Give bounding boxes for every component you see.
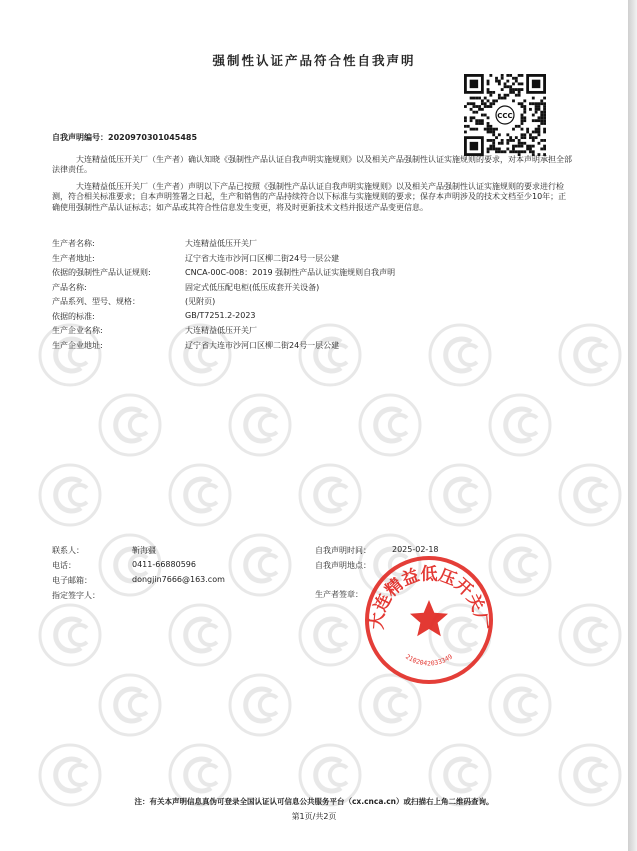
ccc-watermark-icon — [427, 322, 493, 388]
contact-value: 靳海疆 — [132, 546, 156, 555]
ccc-watermark-icon — [487, 392, 553, 458]
ccc-watermark-icon — [357, 392, 423, 458]
declaration-number-label: 自我声明编号： — [52, 133, 108, 142]
declaration-number-value: 2020970301045485 — [108, 133, 198, 142]
page-shadow — [628, 0, 637, 851]
ccc-watermark-icon — [37, 602, 103, 668]
seal-company-text: 大连精益低压开关厂 — [367, 564, 491, 631]
page-title: 强制性认证产品符合性自我声明 — [212, 53, 416, 68]
email-label: 电子邮箱： — [52, 576, 92, 585]
declaration-number — [52, 132, 197, 143]
email-value[interactable]: dongjin7666@163.com — [132, 575, 225, 584]
producer-address-label: 生产者地址: — [52, 254, 95, 263]
ccc-watermark-icon — [297, 602, 363, 668]
standard-label: 依据的标准: — [52, 312, 95, 321]
ccc-watermark-icon — [97, 672, 163, 738]
ccc-watermark-icon — [37, 462, 103, 528]
product-series-label: 产品系列、型号、规格： — [52, 297, 140, 306]
ccc-watermark-icon — [487, 672, 553, 738]
declaration-place-label: 自我声明地点： — [315, 561, 371, 570]
manufacturer-address-value: 辽宁省大连市沙河口区柳二街24号一层公建 — [185, 341, 340, 350]
producer-address-value: 辽宁省大连市沙河口区柳二街24号一层公建 — [185, 254, 340, 263]
paragraph-acknowledgement: 大连精益低压开关厂（生产者）确认知晓《强制性产品认证自我声明实施规则》以及相关产品强制性认证实施规则的要求，对本声明承担全部法律责任。 — [52, 155, 572, 175]
ccc-watermark-icon — [167, 602, 233, 668]
certification-rule-label: 依据的强制性产品认证规则: — [52, 268, 151, 277]
qr-code-icon[interactable] — [464, 74, 546, 156]
ccc-watermark-icon — [297, 462, 363, 528]
standard-value: GB/T7251.2-2023 — [185, 311, 256, 320]
ccc-watermark-icon — [227, 532, 293, 598]
footer-note: 注：有关本声明信息真伪可登录全国认证认可信息公共服务平台（cx.cnca.cn）或扫描右上角二维码查询。 — [134, 797, 494, 806]
producer-name-value: 大连精益低压开关厂 — [185, 239, 257, 248]
company-seal-stamp — [362, 553, 496, 687]
ccc-watermark-icon — [227, 392, 293, 458]
contact-label: 联系人： — [52, 546, 84, 555]
producer-seal-label: 生产者签章： — [315, 590, 363, 599]
product-name-value: 固定式低压配电柜(低压成套开关设备) — [185, 283, 320, 292]
product-name-label: 产品名称: — [52, 283, 87, 292]
phone-value: 0411-66880596 — [132, 560, 196, 569]
declaration-date-value: 2025-02-18 — [392, 545, 439, 554]
ccc-watermark-icon — [557, 322, 623, 388]
ccc-watermark-icon — [167, 462, 233, 528]
seal-star-icon — [410, 600, 448, 636]
ccc-watermark-icon — [97, 392, 163, 458]
manufacturer-name-value: 大连精益低压开关厂 — [185, 326, 257, 335]
paragraph-declaration: 大连精益低压开关厂（生产者）声明以下产品已按照《强制性产品认证自我声明实施规则》以及相关产品强制性认证实施规则的要求进行检测，符合相关标准要求；自本声明签署之日起，生产和销售的产品持续符合以下标准与实施规则的要求；保存本声明涉及的技术文档至少10年；正确使用强制性产品认证标志；如产品或其符合性信息发生变更，将及时更新技术文档并报送产品变更信息。 — [52, 182, 567, 212]
signatory-label: 指定签字人： — [52, 591, 100, 600]
svg-text:CCC: CCC — [497, 112, 513, 120]
product-series-value: (见附页) — [185, 297, 216, 306]
declaration-date-label: 自我声明时间： — [315, 546, 371, 555]
seal-code-text: 2102042033349 — [403, 652, 455, 668]
producer-name-label: 生产者名称: — [52, 239, 95, 248]
svg-text:2102042033349 — [404, 653, 454, 668]
manufacturer-address-label: 生产企业地址: — [52, 341, 103, 350]
ccc-watermark-icon — [487, 532, 553, 598]
certification-rule-value: CNCA-00C-008：2019 强制性产品认证实施规则自我声明 — [185, 268, 396, 277]
page-number: 第1页/共2页 — [291, 812, 337, 821]
ccc-watermark-icon — [557, 602, 623, 668]
ccc-watermark-icon — [297, 322, 363, 388]
ccc-watermark-icon — [227, 672, 293, 738]
phone-label: 电话： — [52, 561, 76, 570]
manufacturer-name-label: 生产企业名称: — [52, 326, 103, 335]
ccc-watermark-icon — [557, 462, 623, 528]
ccc-watermark-icon — [427, 462, 493, 528]
